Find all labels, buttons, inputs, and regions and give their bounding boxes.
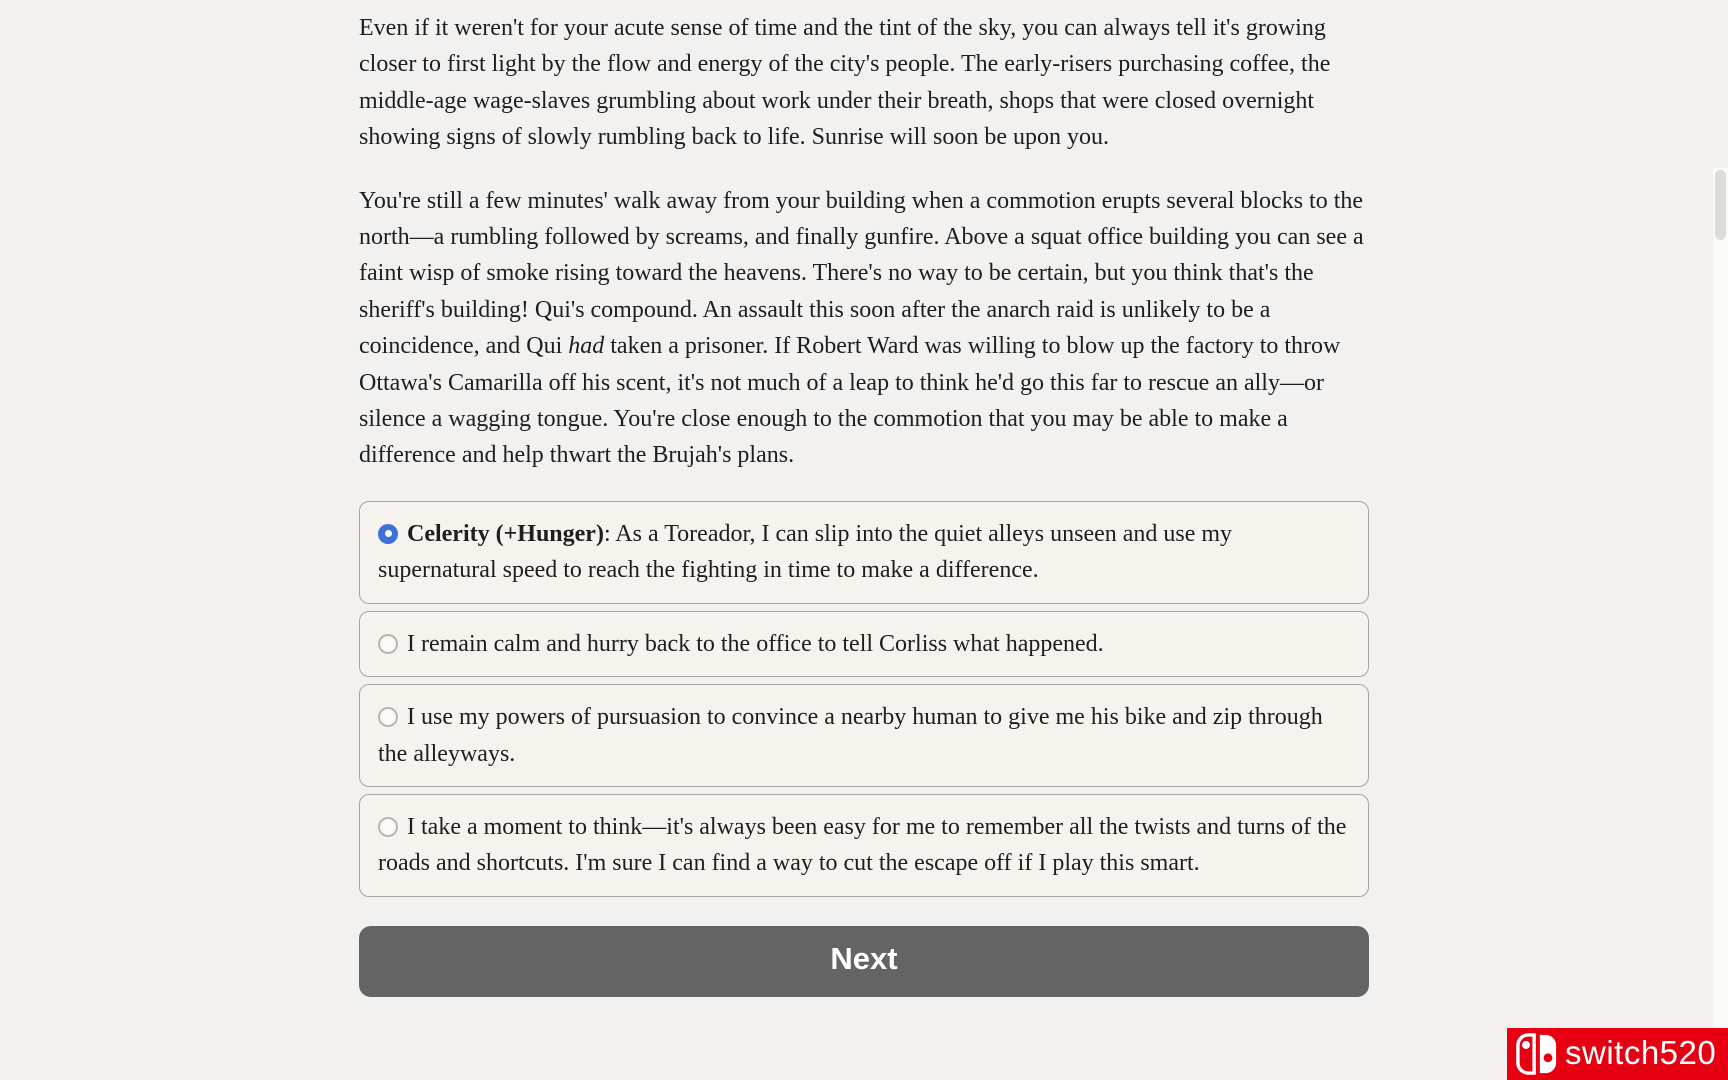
nintendo-switch-icon <box>1515 1033 1559 1075</box>
choice-option-text: : As a Toreador, I can slip into the quiet alleys unseen and use my supernatural speed to reach the fighting in time to make a difference. <box>378 520 1233 584</box>
paragraph-2-italic-word: had <box>568 333 605 360</box>
choice-option-celerity[interactable] <box>359 501 1369 604</box>
choice-option-text: I use my powers of pursuasion to convince a nearby human to give me his bike and zip through the alleyways. <box>378 704 1323 767</box>
choice-option-persuade-bike[interactable] <box>359 684 1369 787</box>
scrollbar-track[interactable] <box>1713 168 1728 1080</box>
choice-option-remember-shortcuts[interactable] <box>359 794 1369 897</box>
choice-option-text: I remain calm and hurry back to the office to tell Corliss what happened. <box>407 630 1104 657</box>
paragraph-2-text: taken a prisoner. If Robert Ward was willing to blow up the factory to throw Ottawa's Camarilla off his scent, it's not much of a leap to think he'd go this far to rescue an ally—or silence a wagging tongue. You're close enough to the commotion that you may be able to make a difference and help thwart the Brujah's plans. <box>359 333 1341 469</box>
choice-option-return-office[interactable] <box>359 611 1369 677</box>
choice-group <box>359 501 1369 897</box>
paragraph-2-text: You're still a few minutes' walk away from your building when a commotion erupts several blocks to the north—a rumbling followed by screams, and finally gunfire. Above a squat office building you can see a faint wisp of smoke rising toward the heavens. There's no way to be certain, but you think that's the sheriff's building! Qui's compound. An assault this soon after the anarch raid is unlikely to be a coincidence, and Qui <box>359 187 1364 360</box>
choice-option-bold-label: Celerity (+Hunger) <box>407 520 604 547</box>
watermark-label: switch520 <box>1565 1034 1717 1071</box>
radio-unselected-icon[interactable] <box>378 707 398 727</box>
radio-unselected-icon[interactable] <box>378 634 398 654</box>
story-paragraph-1: Even if it weren't for your acute sense of time and the tint of the sky, you can always tell it's growing closer to first light by the flow and energy of the city's people. The early-risers purchasing coffee, the middle-age wage-slaves grumbling about work under their breath, shops that were closed overnight showing signs of slowly rumbling back to life. Sunrise will soon be upon you. <box>359 15 1331 151</box>
radio-unselected-icon[interactable] <box>378 817 398 837</box>
next-button[interactable]: Next <box>359 926 1369 997</box>
choice-option-text: I take a moment to think—it's always been easy for me to remember all the twists and turns of the roads and shortcuts. I'm sure I can find a way to cut the escape off if I play this smart. <box>378 813 1347 877</box>
story-content <box>359 0 1369 997</box>
story-paragraph-2 <box>359 183 1369 474</box>
radio-selected-icon[interactable] <box>378 524 398 544</box>
watermark-banner <box>1507 1028 1728 1080</box>
scrollbar-thumb[interactable] <box>1715 170 1726 240</box>
